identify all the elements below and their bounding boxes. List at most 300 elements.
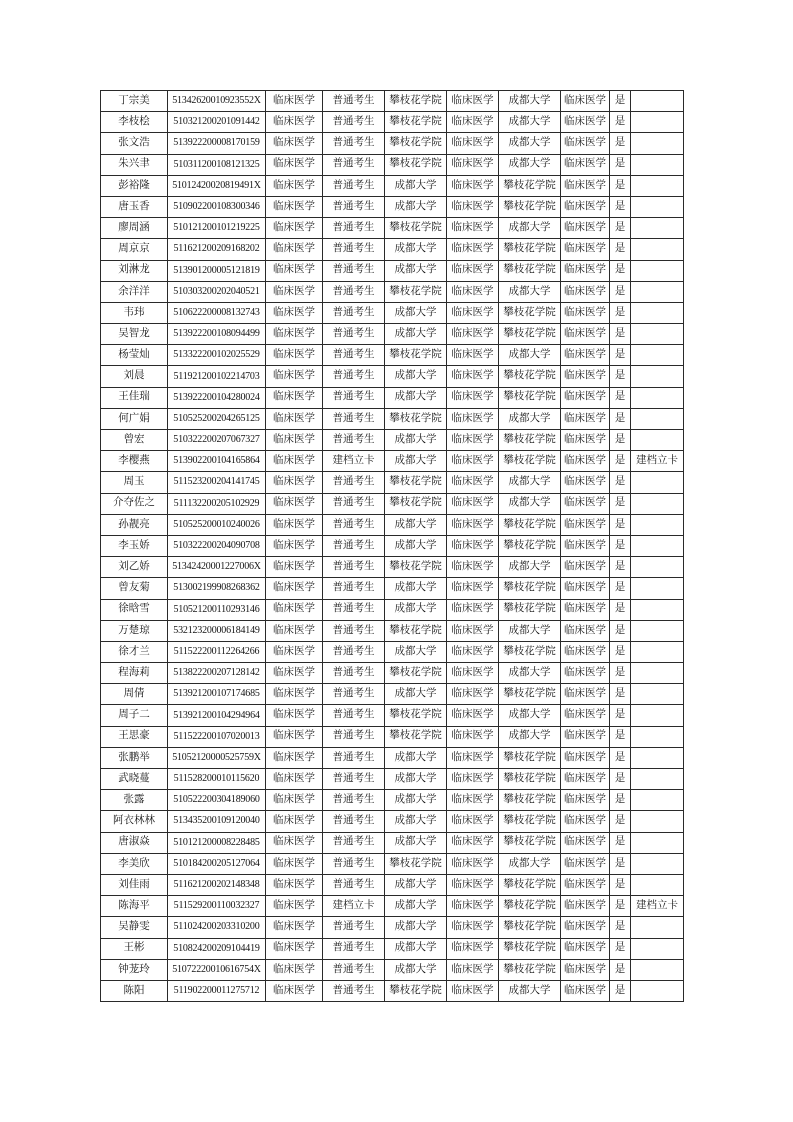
cell-name: 介夺佐之: [101, 493, 168, 514]
cell-major: 临床医学: [266, 832, 323, 853]
cell-admit-major-1: 临床医学: [447, 790, 499, 811]
cell-remark: [631, 196, 684, 217]
cell-id-number: 510525200010240026: [168, 514, 266, 535]
cell-admit-major-1: 临床医学: [447, 980, 499, 1001]
cell-admit-college-2: 攀枝花学院: [499, 938, 561, 959]
cell-admit-college-1: 成都大学: [385, 387, 447, 408]
cell-admit-college-2: 成都大学: [499, 408, 561, 429]
cell-admit-major-2: 临床医学: [561, 281, 610, 302]
cell-id-number: 511522200112264266: [168, 641, 266, 662]
cell-major: 临床医学: [266, 112, 323, 133]
cell-candidate-type: 普通考生: [323, 281, 385, 302]
cell-admit-major-1: 临床医学: [447, 493, 499, 514]
cell-candidate-type: 普通考生: [323, 218, 385, 239]
cell-id-number: 51342620010923552X: [168, 91, 266, 112]
table-row: [101, 599, 684, 620]
cell-remark: [631, 366, 684, 387]
cell-admit-college-1: 攀枝花学院: [385, 218, 447, 239]
table-row: [101, 345, 684, 366]
cell-id-number: 510311200108121325: [168, 154, 266, 175]
cell-admit-major-2: 临床医学: [561, 769, 610, 790]
cell-confirmed: 是: [610, 705, 631, 726]
cell-id-number: 510303200202040521: [168, 281, 266, 302]
table-row: [101, 493, 684, 514]
cell-candidate-type: 普通考生: [323, 853, 385, 874]
cell-admit-major-1: 临床医学: [447, 747, 499, 768]
cell-admit-major-1: 临床医学: [447, 91, 499, 112]
cell-major: 临床医学: [266, 853, 323, 874]
cell-admit-major-1: 临床医学: [447, 663, 499, 684]
cell-candidate-type: 普通考生: [323, 832, 385, 853]
cell-candidate-type: 普通考生: [323, 980, 385, 1001]
cell-major: 临床医学: [266, 705, 323, 726]
cell-major: 临床医学: [266, 896, 323, 917]
cell-id-number: 511528200010115620: [168, 769, 266, 790]
cell-confirmed: 是: [610, 790, 631, 811]
cell-admit-major-2: 临床医学: [561, 747, 610, 768]
cell-admit-major-2: 临床医学: [561, 387, 610, 408]
cell-remark: [631, 726, 684, 747]
cell-name: 王思豪: [101, 726, 168, 747]
cell-admit-major-2: 临床医学: [561, 154, 610, 175]
cell-remark: [631, 959, 684, 980]
cell-admit-major-2: 临床医学: [561, 896, 610, 917]
cell-confirmed: 是: [610, 218, 631, 239]
cell-remark: 建档立卡: [631, 896, 684, 917]
cell-candidate-type: 普通考生: [323, 196, 385, 217]
cell-name: 刘晨: [101, 366, 168, 387]
table-row: [101, 684, 684, 705]
cell-id-number: 513322200102025529: [168, 345, 266, 366]
cell-admit-college-1: 成都大学: [385, 896, 447, 917]
cell-candidate-type: 普通考生: [323, 154, 385, 175]
cell-name: 廖周涵: [101, 218, 168, 239]
cell-candidate-type: 普通考生: [323, 663, 385, 684]
cell-name: 刘佳雨: [101, 874, 168, 895]
cell-admit-major-2: 临床医学: [561, 196, 610, 217]
table-row: [101, 175, 684, 196]
cell-admit-major-1: 临床医学: [447, 641, 499, 662]
cell-admit-college-2: 成都大学: [499, 853, 561, 874]
cell-admit-major-2: 临床医学: [561, 302, 610, 323]
cell-candidate-type: 普通考生: [323, 641, 385, 662]
cell-candidate-type: 普通考生: [323, 324, 385, 345]
cell-major: 临床医学: [266, 578, 323, 599]
cell-id-number: 532123200006184149: [168, 620, 266, 641]
cell-admit-college-1: 成都大学: [385, 599, 447, 620]
cell-id-number: 511529200110032327: [168, 896, 266, 917]
cell-confirmed: 是: [610, 726, 631, 747]
cell-admit-major-2: 临床医学: [561, 959, 610, 980]
cell-confirmed: 是: [610, 811, 631, 832]
cell-major: 临床医学: [266, 387, 323, 408]
table-row: [101, 726, 684, 747]
cell-id-number: 510121200008228485: [168, 832, 266, 853]
cell-admit-major-1: 临床医学: [447, 154, 499, 175]
cell-admit-college-1: 成都大学: [385, 514, 447, 535]
cell-candidate-type: 普通考生: [323, 599, 385, 620]
cell-admit-major-1: 临床医学: [447, 684, 499, 705]
cell-major: 临床医学: [266, 196, 323, 217]
cell-candidate-type: 普通考生: [323, 790, 385, 811]
table-row: [101, 832, 684, 853]
cell-confirmed: 是: [610, 196, 631, 217]
cell-major: 临床医学: [266, 408, 323, 429]
cell-admit-college-2: 攀枝花学院: [499, 641, 561, 662]
table-row: [101, 302, 684, 323]
cell-confirmed: 是: [610, 366, 631, 387]
cell-admit-major-2: 临床医学: [561, 175, 610, 196]
cell-admit-major-1: 临床医学: [447, 366, 499, 387]
cell-remark: [631, 302, 684, 323]
cell-admit-college-1: 攀枝花学院: [385, 472, 447, 493]
cell-candidate-type: 普通考生: [323, 747, 385, 768]
cell-admit-major-2: 临床医学: [561, 133, 610, 154]
table-row: [101, 811, 684, 832]
cell-admit-college-2: 攀枝花学院: [499, 324, 561, 345]
cell-confirmed: 是: [610, 917, 631, 938]
cell-remark: [631, 578, 684, 599]
cell-admit-college-1: 攀枝花学院: [385, 557, 447, 578]
cell-candidate-type: 普通考生: [323, 133, 385, 154]
cell-admit-college-2: 攀枝花学院: [499, 175, 561, 196]
cell-major: 临床医学: [266, 726, 323, 747]
cell-candidate-type: 普通考生: [323, 91, 385, 112]
cell-id-number: 510824200209104419: [168, 938, 266, 959]
cell-admit-major-1: 临床医学: [447, 324, 499, 345]
cell-admit-major-2: 临床医学: [561, 260, 610, 281]
cell-admit-college-1: 攀枝花学院: [385, 133, 447, 154]
cell-id-number: 511132200205102929: [168, 493, 266, 514]
cell-id-number: 510121200101219225: [168, 218, 266, 239]
cell-id-number: 510321200201091442: [168, 112, 266, 133]
cell-name: 周子二: [101, 705, 168, 726]
cell-admit-major-1: 临床医学: [447, 430, 499, 451]
cell-remark: [631, 239, 684, 260]
cell-name: 万楚琼: [101, 620, 168, 641]
table-row: [101, 196, 684, 217]
cell-admit-major-1: 临床医学: [447, 302, 499, 323]
cell-name: 孙靓亮: [101, 514, 168, 535]
cell-id-number: 51012420020819491X: [168, 175, 266, 196]
cell-name: 武晓蔓: [101, 769, 168, 790]
cell-remark: [631, 790, 684, 811]
cell-admit-major-1: 临床医学: [447, 345, 499, 366]
cell-remark: [631, 260, 684, 281]
table-row: [101, 938, 684, 959]
cell-candidate-type: 普通考生: [323, 620, 385, 641]
cell-confirmed: 是: [610, 663, 631, 684]
table-row: [101, 769, 684, 790]
cell-major: 临床医学: [266, 557, 323, 578]
cell-name: 程海莉: [101, 663, 168, 684]
cell-candidate-type: 普通考生: [323, 112, 385, 133]
cell-name: 吴智龙: [101, 324, 168, 345]
table-row: [101, 896, 684, 917]
cell-name: 张鹏举: [101, 747, 168, 768]
cell-name: 李樱燕: [101, 451, 168, 472]
cell-admit-major-1: 临床医学: [447, 472, 499, 493]
cell-major: 临床医学: [266, 620, 323, 641]
cell-name: 余洋洋: [101, 281, 168, 302]
cell-admit-major-1: 临床医学: [447, 408, 499, 429]
cell-remark: [631, 557, 684, 578]
cell-major: 临床医学: [266, 239, 323, 260]
table-row: [101, 91, 684, 112]
cell-admit-college-2: 攀枝花学院: [499, 790, 561, 811]
cell-major: 临床医学: [266, 684, 323, 705]
table-row: [101, 112, 684, 133]
cell-confirmed: 是: [610, 959, 631, 980]
cell-name: 阿衣林林: [101, 811, 168, 832]
cell-admit-college-2: 成都大学: [499, 472, 561, 493]
cell-admit-college-2: 攀枝花学院: [499, 769, 561, 790]
cell-name: 吴静雯: [101, 917, 168, 938]
cell-name: 刘乙娇: [101, 557, 168, 578]
table-row: [101, 218, 684, 239]
cell-admit-college-1: 成都大学: [385, 535, 447, 556]
cell-admit-college-2: 成都大学: [499, 91, 561, 112]
cell-remark: [631, 980, 684, 1001]
cell-id-number: 51052120000525759X: [168, 747, 266, 768]
cell-id-number: 510322200204090708: [168, 535, 266, 556]
cell-confirmed: 是: [610, 874, 631, 895]
cell-admit-major-1: 临床医学: [447, 896, 499, 917]
table-row: [101, 641, 684, 662]
cell-admit-major-2: 临床医学: [561, 218, 610, 239]
cell-admit-college-2: 成都大学: [499, 345, 561, 366]
cell-id-number: 511921200102214703: [168, 366, 266, 387]
cell-remark: [631, 430, 684, 451]
cell-admit-college-1: 攀枝花学院: [385, 663, 447, 684]
cell-admit-college-1: 成都大学: [385, 811, 447, 832]
cell-remark: [631, 91, 684, 112]
cell-admit-college-2: 攀枝花学院: [499, 514, 561, 535]
cell-remark: [631, 832, 684, 853]
cell-admit-major-1: 临床医学: [447, 599, 499, 620]
cell-remark: [631, 472, 684, 493]
cell-major: 临床医学: [266, 430, 323, 451]
cell-admit-major-2: 临床医学: [561, 430, 610, 451]
cell-admit-college-1: 成都大学: [385, 684, 447, 705]
cell-admit-college-2: 攀枝花学院: [499, 451, 561, 472]
cell-confirmed: 是: [610, 281, 631, 302]
cell-name: 张露: [101, 790, 168, 811]
cell-name: 陈海平: [101, 896, 168, 917]
cell-name: 周京京: [101, 239, 168, 260]
cell-candidate-type: 普通考生: [323, 387, 385, 408]
cell-id-number: 511024200203310200: [168, 917, 266, 938]
cell-confirmed: 是: [610, 112, 631, 133]
cell-name: 周玉: [101, 472, 168, 493]
table-row: [101, 154, 684, 175]
cell-major: 临床医学: [266, 451, 323, 472]
cell-name: 韦玮: [101, 302, 168, 323]
cell-remark: [631, 218, 684, 239]
cell-admit-major-2: 临床医学: [561, 408, 610, 429]
table-row: [101, 281, 684, 302]
cell-candidate-type: 普通考生: [323, 811, 385, 832]
cell-candidate-type: 普通考生: [323, 239, 385, 260]
cell-admit-major-1: 临床医学: [447, 959, 499, 980]
cell-admit-college-2: 攀枝花学院: [499, 959, 561, 980]
cell-id-number: 51342420001227006X: [168, 557, 266, 578]
cell-id-number: 513922200008170159: [168, 133, 266, 154]
cell-admit-major-1: 临床医学: [447, 557, 499, 578]
cell-admit-college-2: 攀枝花学院: [499, 747, 561, 768]
cell-id-number: 513901200005121819: [168, 260, 266, 281]
cell-remark: [631, 599, 684, 620]
cell-name: 曾友菊: [101, 578, 168, 599]
cell-candidate-type: 建档立卡: [323, 896, 385, 917]
cell-remark: [631, 514, 684, 535]
cell-confirmed: 是: [610, 853, 631, 874]
cell-remark: [631, 811, 684, 832]
cell-admit-major-2: 临床医学: [561, 472, 610, 493]
cell-admit-college-2: 攀枝花学院: [499, 896, 561, 917]
cell-admit-college-2: 攀枝花学院: [499, 811, 561, 832]
cell-confirmed: 是: [610, 769, 631, 790]
table-row: [101, 874, 684, 895]
cell-admit-college-2: 成都大学: [499, 705, 561, 726]
cell-admit-college-2: 成都大学: [499, 493, 561, 514]
cell-confirmed: 是: [610, 599, 631, 620]
table-row: [101, 959, 684, 980]
cell-admit-major-2: 临床医学: [561, 557, 610, 578]
cell-admit-college-1: 攀枝花学院: [385, 154, 447, 175]
cell-admit-college-1: 攀枝花学院: [385, 493, 447, 514]
cell-major: 临床医学: [266, 959, 323, 980]
cell-admit-college-1: 成都大学: [385, 938, 447, 959]
table-body: [101, 91, 684, 1002]
cell-remark: [631, 938, 684, 959]
cell-admit-major-2: 临床医学: [561, 493, 610, 514]
cell-admit-college-2: 成都大学: [499, 620, 561, 641]
cell-id-number: 510902200108300346: [168, 196, 266, 217]
table-row: [101, 557, 684, 578]
cell-admit-college-1: 攀枝花学院: [385, 345, 447, 366]
cell-candidate-type: 普通考生: [323, 493, 385, 514]
cell-confirmed: 是: [610, 938, 631, 959]
cell-remark: [631, 324, 684, 345]
cell-candidate-type: 普通考生: [323, 874, 385, 895]
cell-name: 刘淋龙: [101, 260, 168, 281]
cell-admit-college-2: 攀枝花学院: [499, 684, 561, 705]
cell-admit-college-1: 成都大学: [385, 578, 447, 599]
cell-admit-college-2: 成都大学: [499, 663, 561, 684]
table-row: [101, 260, 684, 281]
cell-remark: [631, 493, 684, 514]
cell-confirmed: 是: [610, 260, 631, 281]
cell-id-number: 513921200107174685: [168, 684, 266, 705]
cell-admit-major-1: 临床医学: [447, 239, 499, 260]
cell-admit-major-2: 临床医学: [561, 811, 610, 832]
cell-name: 徐晗雪: [101, 599, 168, 620]
cell-admit-college-1: 攀枝花学院: [385, 853, 447, 874]
cell-admit-college-2: 成都大学: [499, 218, 561, 239]
cell-confirmed: 是: [610, 535, 631, 556]
cell-confirmed: 是: [610, 472, 631, 493]
cell-admit-college-1: 成都大学: [385, 260, 447, 281]
cell-remark: [631, 345, 684, 366]
cell-admit-major-1: 临床医学: [447, 514, 499, 535]
table-row: [101, 472, 684, 493]
cell-id-number: 511523200204141745: [168, 472, 266, 493]
cell-name: 王彬: [101, 938, 168, 959]
cell-name: 李美欣: [101, 853, 168, 874]
cell-confirmed: 是: [610, 302, 631, 323]
cell-admit-college-1: 成都大学: [385, 917, 447, 938]
cell-name: 曾宏: [101, 430, 168, 451]
cell-candidate-type: 普通考生: [323, 175, 385, 196]
cell-admit-major-2: 临床医学: [561, 790, 610, 811]
cell-admit-major-1: 临床医学: [447, 218, 499, 239]
cell-name: 周倩: [101, 684, 168, 705]
cell-id-number: 510525200204265125: [168, 408, 266, 429]
cell-admit-major-1: 临床医学: [447, 853, 499, 874]
cell-confirmed: 是: [610, 832, 631, 853]
cell-admit-major-2: 临床医学: [561, 980, 610, 1001]
cell-id-number: 513922200104280024: [168, 387, 266, 408]
cell-admit-major-2: 临床医学: [561, 917, 610, 938]
cell-major: 临床医学: [266, 747, 323, 768]
table-row: [101, 408, 684, 429]
cell-admit-major-2: 临床医学: [561, 535, 610, 556]
cell-candidate-type: 普通考生: [323, 557, 385, 578]
cell-admit-major-1: 临床医学: [447, 196, 499, 217]
cell-candidate-type: 普通考生: [323, 705, 385, 726]
cell-remark: [631, 281, 684, 302]
cell-admit-major-1: 临床医学: [447, 535, 499, 556]
cell-name: 李枝桧: [101, 112, 168, 133]
cell-major: 临床医学: [266, 663, 323, 684]
cell-admit-major-2: 临床医学: [561, 578, 610, 599]
cell-admit-major-2: 临床医学: [561, 684, 610, 705]
cell-remark: [631, 641, 684, 662]
cell-admit-major-2: 临床医学: [561, 239, 610, 260]
cell-admit-major-2: 临床医学: [561, 641, 610, 662]
cell-admit-major-2: 临床医学: [561, 345, 610, 366]
cell-candidate-type: 普通考生: [323, 472, 385, 493]
cell-admit-major-2: 临床医学: [561, 112, 610, 133]
cell-confirmed: 是: [610, 154, 631, 175]
cell-major: 临床医学: [266, 154, 323, 175]
cell-remark: [631, 917, 684, 938]
cell-confirmed: 是: [610, 641, 631, 662]
cell-remark: [631, 663, 684, 684]
cell-id-number: 510622200008132743: [168, 302, 266, 323]
cell-admit-college-2: 攀枝花学院: [499, 260, 561, 281]
table-row: [101, 535, 684, 556]
cell-candidate-type: 普通考生: [323, 430, 385, 451]
cell-admit-major-1: 临床医学: [447, 112, 499, 133]
cell-confirmed: 是: [610, 980, 631, 1001]
cell-name: 唐玉香: [101, 196, 168, 217]
cell-admit-major-1: 临床医学: [447, 705, 499, 726]
cell-admit-college-1: 攀枝花学院: [385, 408, 447, 429]
cell-major: 临床医学: [266, 493, 323, 514]
cell-admit-college-2: 成都大学: [499, 980, 561, 1001]
cell-id-number: 510522200304189060: [168, 790, 266, 811]
cell-admit-college-1: 成都大学: [385, 239, 447, 260]
cell-id-number: 511902200011275712: [168, 980, 266, 1001]
cell-admit-major-1: 临床医学: [447, 133, 499, 154]
cell-major: 临床医学: [266, 811, 323, 832]
cell-admit-college-1: 成都大学: [385, 959, 447, 980]
cell-id-number: 51072220010616754X: [168, 959, 266, 980]
cell-major: 临床医学: [266, 535, 323, 556]
cell-candidate-type: 普通考生: [323, 578, 385, 599]
